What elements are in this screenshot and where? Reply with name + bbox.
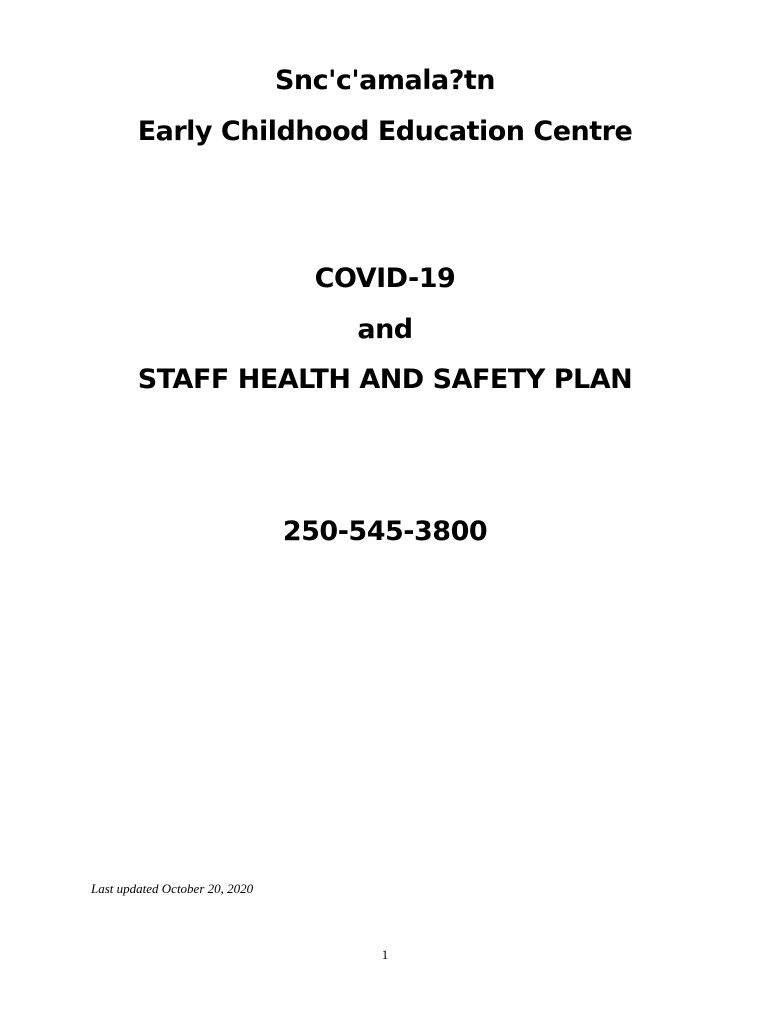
plan-title-and: and xyxy=(357,314,413,345)
phone-number: 250-545-3800 xyxy=(282,516,488,547)
page-number: 1 xyxy=(381,947,389,962)
plan-title-covid: COVID-19 xyxy=(314,263,456,294)
centre-type: Early Childhood Education Centre xyxy=(137,116,633,147)
centre-name: Snc'c'amala?tn xyxy=(274,65,496,96)
plan-title-safety: STAFF HEALTH AND SAFETY PLAN xyxy=(137,364,633,395)
last-updated-note: Last updated October 20, 2020 xyxy=(91,881,254,896)
